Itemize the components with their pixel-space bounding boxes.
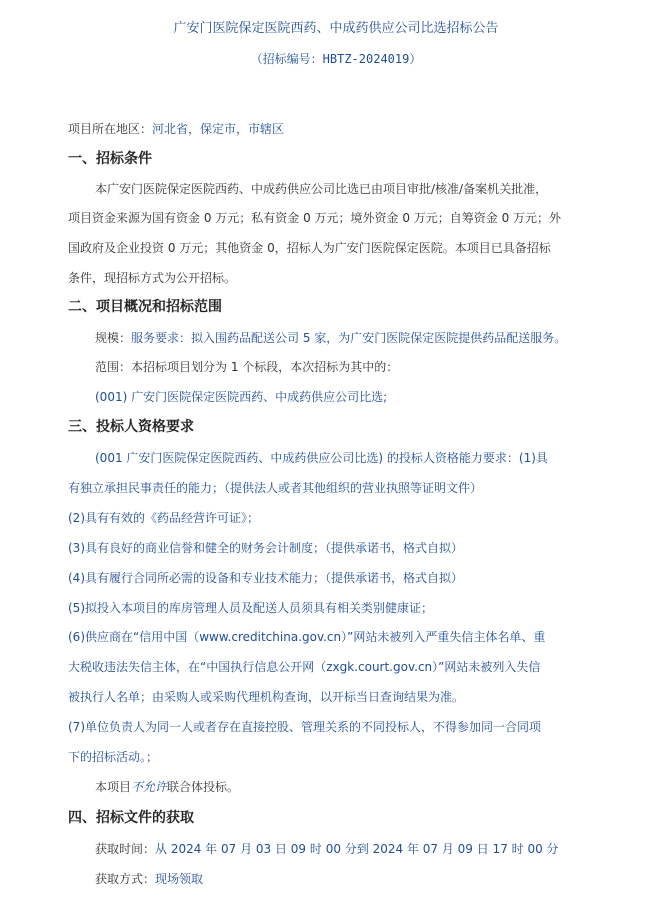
acquisition-method — [95, 869, 608, 889]
qualification-line: 下的招标活动。； — [68, 750, 159, 764]
section-1-line: 条件，现招标方式为公开招标。 — [68, 271, 237, 285]
time-value: 从 2024 年 07 月 03 日 09 时 00 分到 2024 年 07 月 09 日 17 时 00 分 — [155, 842, 559, 856]
section-4-heading: 四、招标文件的获取 — [68, 810, 194, 826]
qualification-line: 大税收违法失信主体，在“中国执行信息公开网（zxgk.court.gov.cn）”网站未被列入失信 — [68, 660, 541, 674]
consortium-value: 不允许 — [131, 780, 168, 794]
consortium-prefix: 本项目 — [95, 780, 132, 794]
section-1-line: 国政府及企业投资 0 万元；其他资金 0，招标人为广安门医院保定医院。本项目已具备招标 — [68, 241, 551, 255]
qualification-line: (7)单位负责人为同一人或者存在直接控股、管理关系的不同投标人，不得参加同一合同项 — [68, 720, 542, 734]
section-3-heading: 三、投标人资格要求 — [68, 419, 194, 435]
time-label: 获取时间： — [95, 842, 156, 856]
project-location — [68, 119, 608, 139]
section-1-heading: 一、招标条件 — [68, 151, 152, 167]
qualification-line: (4)具有履行合同所必需的设备和专业技术能力；（提供承诺书，格式自拟） — [68, 571, 464, 585]
page-title: 广安门医院保定医院西药、中成药供应公司比选招标公告 — [173, 21, 499, 36]
method-value: 现场领取 — [155, 872, 204, 886]
section-2-heading: 二、项目概况和招标范围 — [68, 299, 222, 315]
section-1-line: 本广安门医院保定医院西药、中成药供应公司比选已由项目审批/核准/备案机关批准， — [95, 182, 548, 196]
section-1-line: 项目资金来源为国有资金 0 万元；私有资金 0 万元；境外资金 0 万元；自筹资金 0 万元；外 — [68, 211, 562, 225]
method-label: 获取方式： — [95, 872, 156, 886]
scale-label: 规模： — [95, 331, 132, 345]
qualification-line: 被执行人名单；由采购人或采购代理机构查询，以开标当日查询结果为准。 — [68, 690, 465, 704]
location-value: 河北省，保定市，市辖区 — [152, 122, 285, 136]
qualification-line: 有独立承担民事责任的能力；（提供法人或者其他组织的营业执照等证明文件） — [68, 481, 483, 495]
acquisition-time — [95, 839, 608, 859]
scale-value: 服务要求：拟入围药品配送公司 5 家，为广安门医院保定医院提供药品配送服务。 — [131, 331, 567, 345]
tender-number: （招标编号：HBTZ-2024019） — [250, 52, 422, 66]
consortium-suffix: 联合体投标。 — [167, 780, 240, 794]
qualification-line: (5)拟投入本项目的库房管理人员及配送人员须具有相关类别健康证； — [68, 601, 434, 615]
qualification-line: (001 广安门医院保定医院西药、中成药供应公司比选) 的投标人资格能力要求：(1)具 — [95, 451, 548, 465]
consortium-statement — [95, 777, 608, 797]
qualification-line: (3)具有良好的商业信誉和健全的财务会计制度；（提供承诺书，格式自拟） — [68, 541, 464, 555]
qualification-line: (6)供应商在“信用中国（www.creditchina.gov.cn）”网站未被列入严重失信主体名单、重 — [68, 630, 546, 644]
project-scope: 范围：本招标项目划分为 1 个标段，本次招标为其中的： — [95, 360, 399, 374]
location-label: 项目所在地区： — [68, 122, 153, 136]
qualification-line: (2)具有有效的《药品经营许可证》； — [68, 511, 259, 525]
project-scale — [95, 328, 608, 348]
lot-item: (001) 广安门医院保定医院西药、中成药供应公司比选; — [95, 390, 388, 404]
